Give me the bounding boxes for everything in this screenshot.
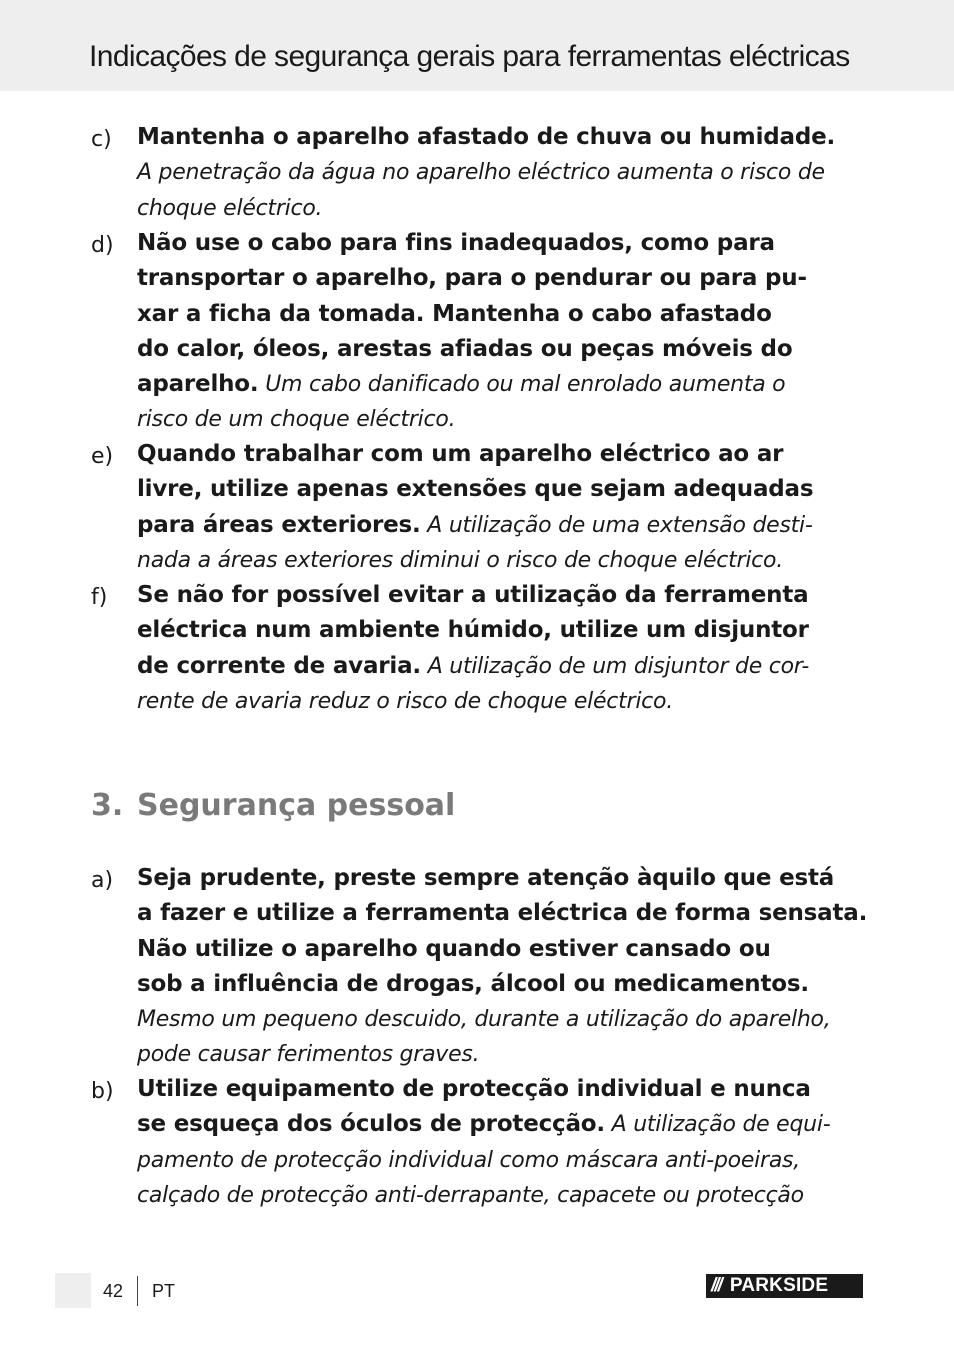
bold-instruction: Utilize equipamento de protecção individual e nunca <box>137 1076 811 1102</box>
bold-instruction: Mantenha o aparelho afastado de chuva ou humidade. <box>137 124 836 150</box>
bold-instruction: Se não for possível evitar a utilização da ferramenta <box>137 582 809 608</box>
brand-stripes-mark: /// <box>711 1275 721 1296</box>
bold-instruction: para áreas exteriores. <box>137 511 421 538</box>
section-title: Segurança pessoal <box>137 788 456 823</box>
text-line <box>137 896 868 931</box>
text-line <box>137 1107 865 1142</box>
item-text <box>137 578 865 719</box>
italic-explanation: rente de avaria reduz o risco de choque eléctrico. <box>137 688 673 714</box>
text-line <box>137 684 865 719</box>
bold-instruction: de corrente de avaria. <box>137 652 421 679</box>
text-line <box>137 472 865 507</box>
italic-explanation: Um cabo danificado ou mal enrolado aumenta o <box>258 372 786 398</box>
brand-name: PARKSIDE <box>729 1275 829 1296</box>
item-label: e) <box>91 444 114 469</box>
text-line <box>137 932 865 967</box>
footer-page-box <box>55 1273 91 1308</box>
item-label: b) <box>91 1079 114 1104</box>
bold-instruction: livre, utilize apenas extensões que sejam adequadas <box>137 476 814 503</box>
bold-instruction: Quando trabalhar com um aparelho eléctrico ao ar <box>137 441 784 467</box>
text-line <box>137 155 865 190</box>
item-label: a) <box>91 868 114 893</box>
text-line <box>137 191 865 226</box>
text-line <box>137 543 865 578</box>
text-line <box>137 861 865 896</box>
text-line <box>137 649 865 684</box>
text-line <box>137 613 865 648</box>
bold-instruction: a fazer e utilize a ferramenta eléctrica de forma sensata. <box>137 900 868 927</box>
text-line <box>137 402 865 437</box>
text-line <box>137 332 865 367</box>
bold-instruction: sob a influência de drogas, álcool ou medicamentos. <box>137 970 809 997</box>
bold-instruction: Não use o cabo para fins inadequados, como para <box>137 230 775 256</box>
text-line <box>137 578 865 613</box>
italic-explanation: A utilização de um disjuntor de cor- <box>420 653 810 679</box>
italic-explanation: pode causar ferimentos graves. <box>137 1042 480 1068</box>
bold-instruction: eléctrica num ambiente húmido, utilize um disjuntor <box>137 617 809 644</box>
text-line <box>137 1002 865 1037</box>
italic-explanation: A penetração da água no aparelho eléctrico aumenta o risco de <box>137 160 825 186</box>
text-line <box>137 1178 865 1213</box>
text-line <box>137 508 865 543</box>
text-line <box>137 297 865 332</box>
text-line <box>137 1072 865 1107</box>
text-line <box>137 367 865 402</box>
item-text <box>137 120 865 226</box>
item-text <box>137 1072 865 1213</box>
italic-explanation: A utilização de uma extensão desti- <box>420 512 813 538</box>
text-line <box>137 437 865 472</box>
item-text <box>137 861 868 1073</box>
bold-instruction: aparelho. <box>137 371 259 398</box>
text-line <box>137 1037 865 1072</box>
item-label: c) <box>91 127 112 152</box>
bold-instruction: se esqueça dos óculos de protecção. <box>137 1111 605 1138</box>
italic-explanation: calçado de protecção anti-derrapante, capacete ou protecção <box>137 1182 804 1208</box>
italic-explanation: choque eléctrico. <box>137 195 323 221</box>
parkside-logo <box>706 1274 863 1298</box>
italic-explanation: A utilização de equi- <box>604 1112 831 1138</box>
text-line <box>137 226 865 261</box>
bold-instruction: Seja prudente, preste sempre atenção àquilo que está <box>137 865 835 891</box>
bold-instruction: transportar o aparelho, para o pendurar ou para pu- <box>137 265 807 292</box>
bold-instruction: xar a ficha da tomada. Mantenha o cabo afastado <box>137 300 772 327</box>
footer-divider <box>137 1276 138 1306</box>
page-number: 42 <box>103 1281 124 1301</box>
bold-instruction: Não utilize o aparelho quando estiver cansado ou <box>137 935 771 962</box>
item-text <box>137 437 865 578</box>
italic-explanation: pamento de protecção individual como máscara anti-poeiras, <box>137 1147 801 1173</box>
item-label: f) <box>91 585 108 610</box>
section-heading <box>91 788 455 823</box>
italic-explanation: nada a áreas exteriores diminui o risco de choque eléctrico. <box>137 547 783 573</box>
text-line <box>137 967 865 1002</box>
item-label: d) <box>91 233 114 258</box>
text-line <box>137 261 865 296</box>
italic-explanation: risco de um choque eléctrico. <box>137 407 456 433</box>
item-text <box>137 226 865 438</box>
italic-explanation: Mesmo um pequeno descuido, durante a utilização do aparelho, <box>137 1007 831 1033</box>
page-header-title: Indicações de segurança gerais para ferramentas eléctricas <box>89 40 850 73</box>
bold-instruction: do calor, óleos, arestas afiadas ou peças móveis do <box>137 335 793 362</box>
text-line <box>137 120 865 155</box>
section-number: 3. <box>91 788 124 823</box>
language-code: PT <box>152 1281 176 1301</box>
text-line <box>137 1143 865 1178</box>
